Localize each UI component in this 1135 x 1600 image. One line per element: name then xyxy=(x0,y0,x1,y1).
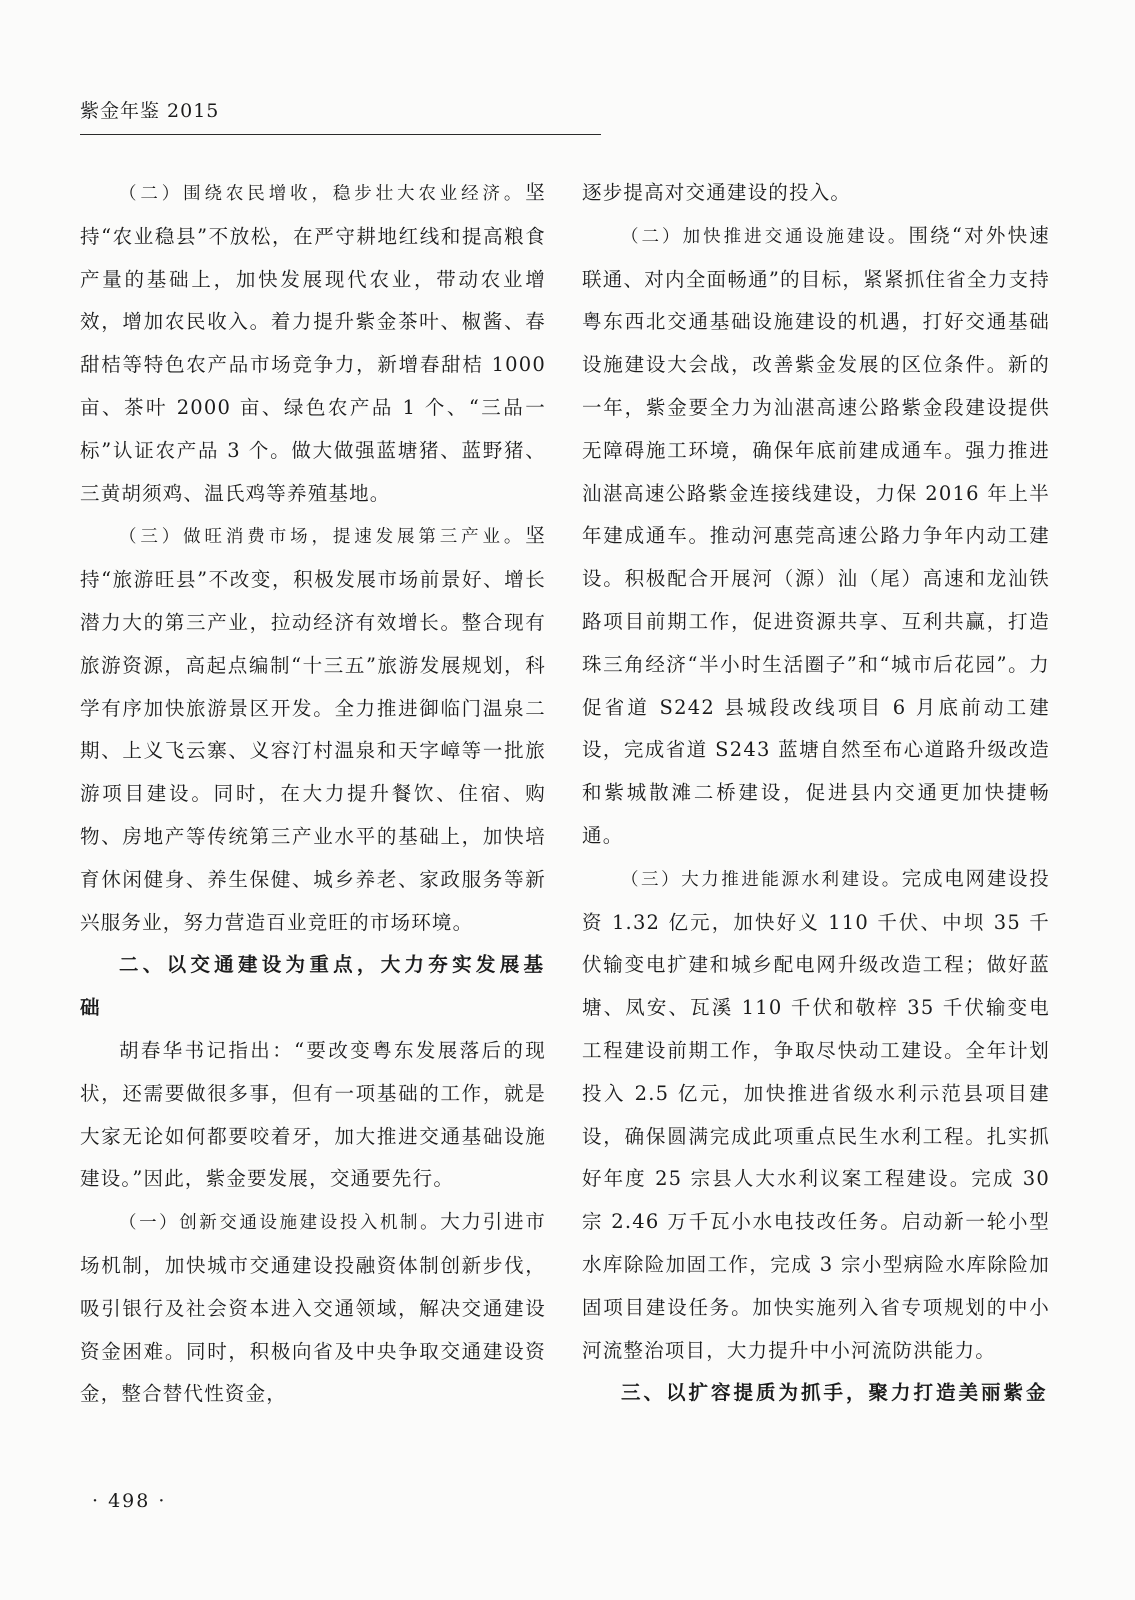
paragraph-investment-mechanism xyxy=(80,1201,546,1416)
paragraph-lead: （三）做旺消费市场，提速发展第三产业。 xyxy=(119,527,526,548)
paragraph-body: 坚持“农业稳县”不放松，在严守耕地红线和提高粮食产量的基础上，加快发展现代农业，带动农业增效，增加农民收入。着力提升紫金茶叶、椒酱、春甜桔等特色农产品市场竞争力，新增春甜桔 1000 亩、茶叶 2000 亩、绿色农产品 1 个、“三品一标”认证农产品 3 个。做大做强蓝塘猪、蓝野猪、三黄胡须鸡、温氏鸡等养殖基地。 xyxy=(80,181,546,505)
paragraph-lead: （二）加快推进交通设施建设。 xyxy=(621,226,909,247)
paragraph-transport-construction xyxy=(582,215,1050,858)
header-rule xyxy=(80,134,601,135)
paragraph-body: 大力引进市场机制，加快城市交通建设投融资体制创新步伐，吸引银行及社会资本进入交通领域，解决交通建设资金困难。同时，积极向省及中央争取交通建设资金，整合替代性资金， xyxy=(80,1210,546,1406)
page-number: · 498 · xyxy=(92,1490,167,1512)
paragraph-lead: （三）大力推进能源水利建设。 xyxy=(621,869,902,890)
paragraph-lead: （一）创新交通设施建设投入机制。 xyxy=(119,1213,441,1234)
section-heading-transport: 二、以交通建设为重点，大力夯实发展基础 xyxy=(80,953,546,1020)
paragraph-agriculture xyxy=(80,172,546,515)
paragraph-energy-water xyxy=(582,858,1050,1373)
paragraph-body: 完成电网建设投资 1.32 亿元，加快好义 110 千伏、中坝 35 千伏输变电扩建和城乡配电网升级改造工程；做好蓝塘、凤安、瓦溪 110 千伏和敬梓 35 千伏输变电工程建设前期工作，争取尽快动工建设。全年计划投入 2.5 亿元，加快推进省级水利示范县项目建设，确保圆满完成此项重点民生水利工程。扎实抓好年度 25 宗县人大水利议案工程建设。完成 30 宗 2.46 万千瓦小水电技改任务。启动新一轮小型水库除险加固工作，完成 3 宗小型病险水库除险加固项目建设任务。加快实施列入省专项规划的中小河流整治项目，大力提升中小河流防洪能力。 xyxy=(582,866,1050,1362)
section-heading-beautiful-zijin: 三、以扩容提质为抓手，聚力打造美丽紫金 xyxy=(621,1381,1049,1405)
paragraph-lead: （二）围绕农民增收，稳步壮大农业经济。 xyxy=(119,184,526,204)
left-column xyxy=(80,172,546,1416)
right-column xyxy=(582,172,1050,1415)
paragraph-continuation: 逐步提高对交通建设的投入。 xyxy=(582,181,852,204)
paragraph-body: 坚持“旅游旺县”不改变，积极发展市场前景好、增长潜力大的第三产业，拉动经济有效增长。整合现有旅游资源，高起点编制“十三五”旅游发展规划，科学有序加快旅游景区开发。全力推进御临门温泉二期、上义飞云寨、义容汀村温泉和天字嶂等一批旅游项目建设。同时，在大力提升餐饮、住宿、购物、房地产等传统第三产业水平的基础上，加快培育休闲健身、养生保健、城乡养老、家政服务等新兴服务业，努力营造百业竞旺的市场环境。 xyxy=(80,524,546,934)
paragraph-body: 围绕“对外快速联通、对内全面畅通”的目标，紧紧抓住省全力支持粤东西北交通基础设施建设的机遇，打好交通基础设施建设大会战，改善紫金发展的区位条件。新的一年，紫金要全力为汕湛高速公路紫金段建设提供无障碍施工环境，确保年底前建成通车。强力推进汕湛高速公路紫金连接线建设，力保 2016 年上半年建成通车。推动河惠莞高速公路力争年内动工建设。积极配合开展河（源）汕（尾）高速和龙汕铁路项目前期工作，促进资源共享、互利共赢，打造珠三角经济“半小时生活圈子”和“城市后花园”。力促省道 S242 县城段改线项目 6 月底前动工建设，完成省道 S243 蓝塘自然至布心道路升级改造和紫城散滩二桥建设，促进县内交通更加快捷畅通。 xyxy=(582,223,1050,847)
paragraph-tertiary-industry xyxy=(80,515,546,944)
running-header-title: 紫金年鉴 2015 xyxy=(80,100,220,122)
paragraph-quote: 胡春华书记指出：“要改变粤东发展落后的现状，还需要做很多事，但有一项基础的工作，就是大家无论如何都要咬着牙，加大推进交通基础设施建设。”因此，紫金要发展，交通要先行。 xyxy=(80,1038,546,1191)
